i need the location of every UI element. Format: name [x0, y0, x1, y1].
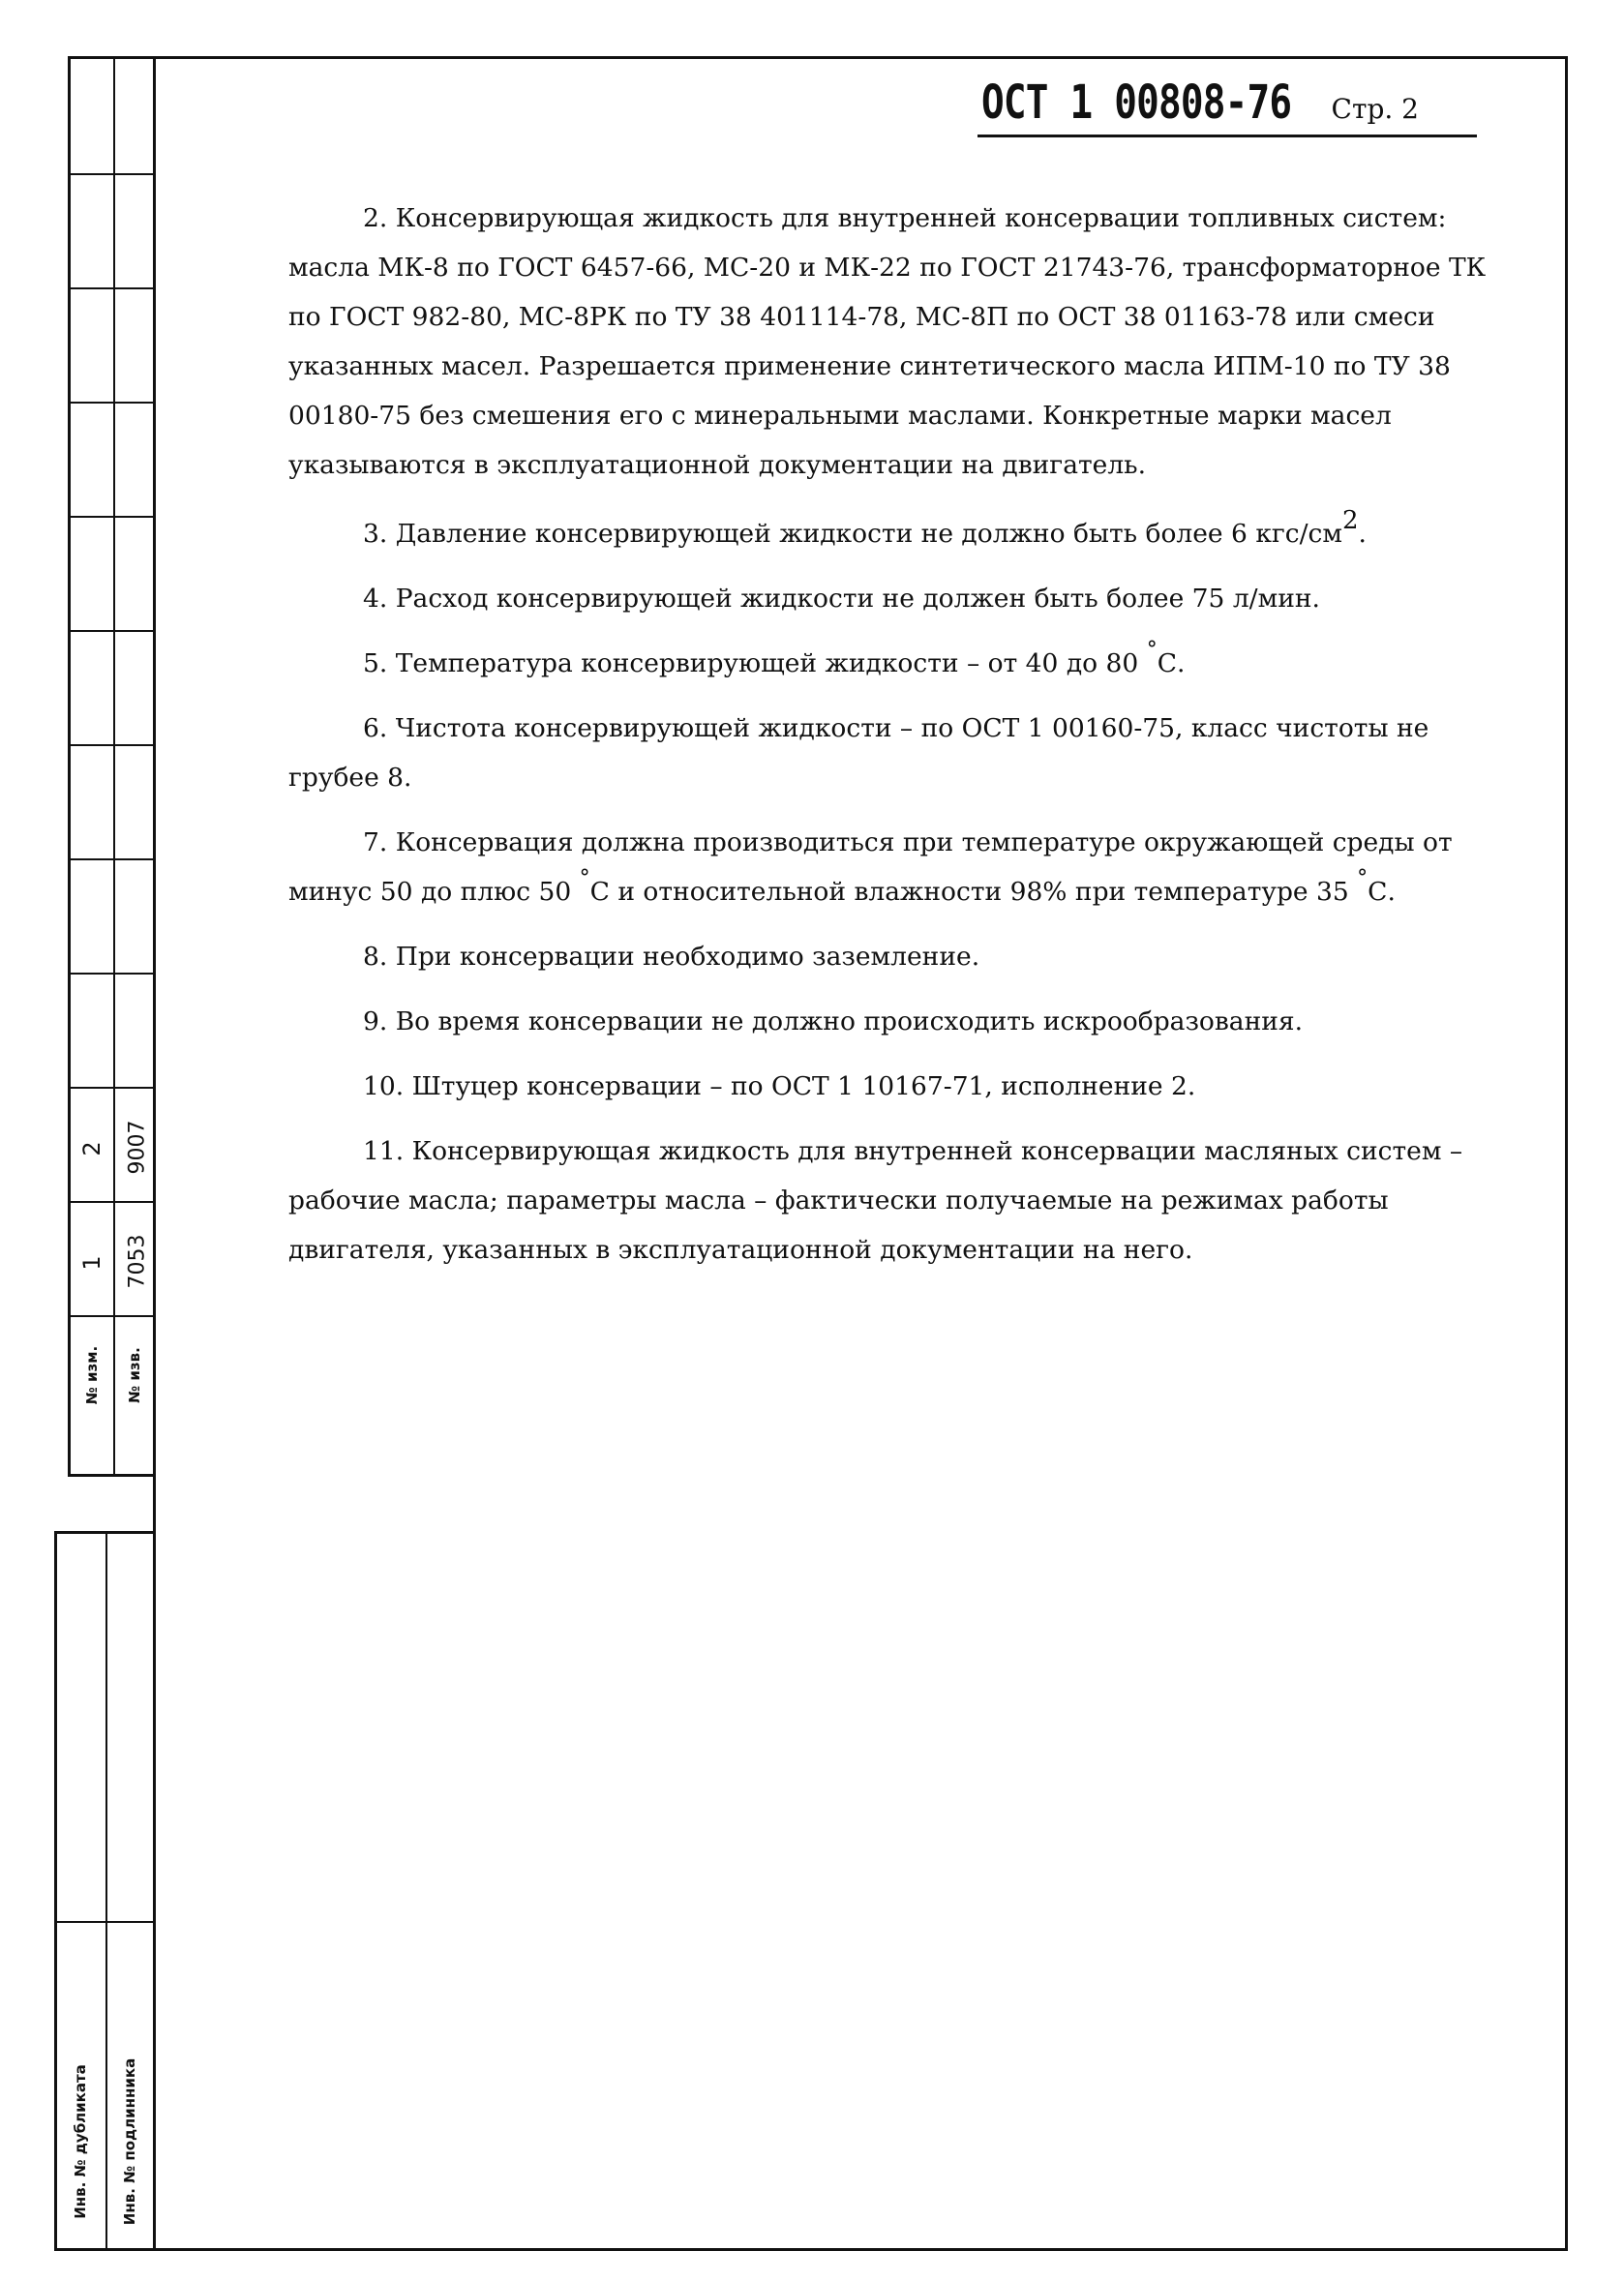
margin-divider: [113, 59, 115, 1474]
paragraph-4: 4. Расход консервирующей жидкости не должен быть более 75 л/мин.: [363, 584, 1320, 614]
margin-row-line: [71, 858, 153, 860]
revision-number-2: 2: [78, 1141, 105, 1156]
standard-code: ОСТ 1 00808-76: [981, 75, 1292, 130]
paragraph-3: 3. Давление консервирующей жидкости не должно быть более 6 кгс/$см^2$.: [363, 506, 1367, 549]
paragraph-10: 10. Штуцер консервации – по ОСТ 1 10167-71, исполнение 2.: [363, 1071, 1196, 1101]
inventory-margin: Инв. № дубликата Инв. № подлинника: [54, 1531, 153, 2251]
margin-row-line: [57, 1921, 153, 1923]
margin-divider: [105, 1534, 107, 2248]
notice-number-9007: 9007: [125, 1120, 150, 1175]
paragraph-7: 7. Консервация должна производиться при температуре окружающей среды от минус 50 до плюс 50 °С и относительной влажности 98% при температуре 35 °С.: [288, 827, 1453, 907]
document-header: [977, 74, 1477, 137]
margin-row-line: [71, 1315, 153, 1317]
margin-row-line: [71, 973, 153, 975]
paragraph-8: 8. При консервации необходимо заземление.: [363, 942, 980, 972]
paragraph-2: 2. Консервирующая жидкость для внутренней консервации топливных систем: масла МК-8 по ГОСТ 6457-66, МС-20 и МК-22 по ГОСТ 21743-76, трансформаторное ТК по ГОСТ 982-80, МС-8РК по ТУ 38 401114-78, МС-8П по ОСТ 38 01163-78 или смеси указанных масел. Разрешается применение синтетического масла ИПМ-10 по ТУ 38 00180-75 без смешения его с минеральными маслами. Конкретные марки масел указываются в эксплуатационной документации на двигатель.: [288, 203, 1487, 480]
document-body: [288, 194, 1489, 1290]
margin-row-line: [71, 287, 153, 289]
margin-row-line: [71, 402, 153, 404]
margin-row-line: [71, 1201, 153, 1203]
margin-row-line: [71, 516, 153, 518]
page-number: Стр. 2: [1331, 93, 1419, 125]
margin-row-line: [71, 173, 153, 175]
paragraph-6: 6. Чистота консервирующей жидкости – по ОСТ 1 00160-75, класс чистоты не грубее 8.: [288, 713, 1429, 793]
margin-row-line: [71, 1087, 153, 1089]
notice-number-7053: 7053: [125, 1234, 150, 1289]
revision-number-1: 1: [78, 1255, 105, 1271]
margin-row-line: [71, 744, 153, 746]
paragraph-9: 9. Во время консервации не должно происходить искрообразования.: [363, 1006, 1304, 1036]
paragraph-5: 5. Температура консервирующей жидкости – от 40 до 80 °С.: [363, 638, 1186, 678]
paragraph-11: 11. Консервирующая жидкость для внутренней консервации масляных систем – рабочие масла; параметры масла – фактически получаемые на режимах работы двигателя, указанных в эксплуатационной документации на него.: [288, 1136, 1463, 1265]
margin-row-line: [71, 630, 153, 632]
revision-margin: 2 1 № изм. 9007 7053 № изв.: [68, 56, 153, 1477]
